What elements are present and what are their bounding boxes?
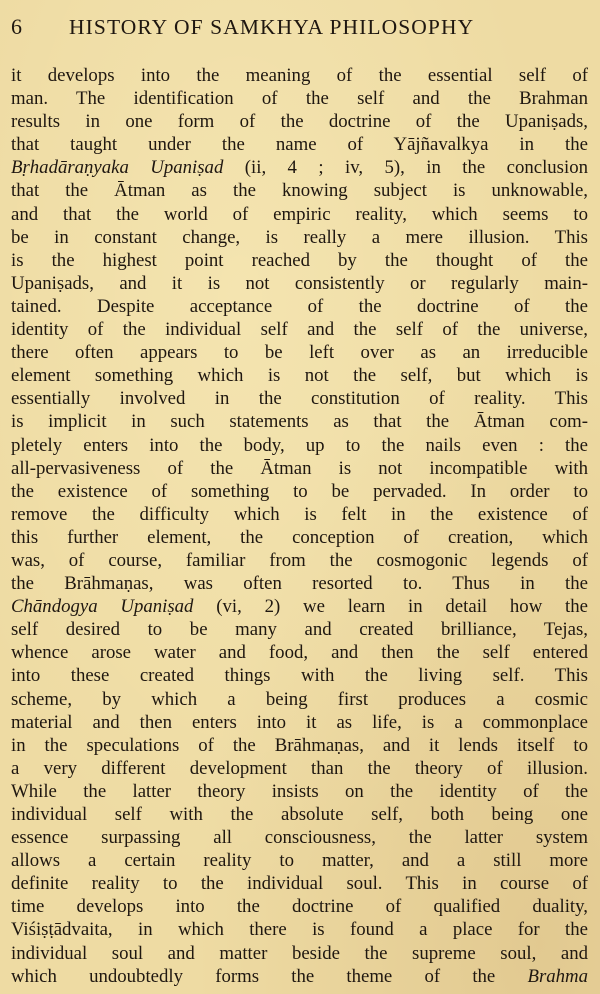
- text-line: [11, 803, 588, 826]
- text-run: which undoubtedly forms the theme of the: [11, 965, 528, 987]
- text-line: [11, 64, 588, 87]
- text-line: [11, 503, 588, 526]
- text-run: time develops into the doctrine of qualified duality,: [11, 896, 588, 918]
- italic-title: Bṛhadāraṇyaka Upaniṣad: [11, 157, 224, 179]
- text-run: allows a certain reality to matter, and a still more: [11, 850, 588, 872]
- text-line: [11, 618, 588, 641]
- text-run: this further element, the conception of creation, which: [11, 526, 588, 548]
- text-line: [11, 133, 588, 156]
- text-line: [11, 480, 588, 503]
- text-line: [11, 364, 588, 387]
- text-line: [11, 457, 588, 480]
- text-line: [11, 387, 588, 410]
- text-run: Upaniṣads, and it is not consistently or regularly main-: [11, 272, 588, 294]
- text-run: the existence of something to be pervaded. In order to: [11, 480, 588, 502]
- text-run: essentially involved in the constitution of reality. This: [11, 388, 588, 410]
- text-line: [11, 526, 588, 549]
- text-line: [11, 664, 588, 687]
- page-number: 6: [11, 14, 23, 39]
- text-run: tained. Despite acceptance of the doctrine of the: [11, 295, 588, 317]
- text-line: [11, 226, 588, 249]
- text-line: [11, 826, 588, 849]
- text-run: there often appears to be left over as an irreducible: [11, 342, 588, 364]
- text-run: that the Ātman as the knowing subject is unknowable,: [11, 180, 588, 202]
- text-line: [11, 849, 588, 872]
- italic-title: Chāndogya Upaniṣad: [11, 596, 194, 618]
- text-line: [11, 156, 588, 179]
- text-run: material and then enters into it as life, is a commonplace: [11, 711, 588, 733]
- text-run: that taught under the name of Yājñavalkya in the: [11, 134, 588, 156]
- text-run: individual self with the absolute self, both being one: [11, 804, 588, 825]
- text-line: [11, 434, 588, 457]
- text-line: [11, 942, 588, 965]
- text-line: [11, 895, 588, 918]
- text-run: man. The identification of the self and the Brahman: [11, 88, 588, 110]
- text-run: all-pervasiveness of the Ātman is not incompatible with: [11, 457, 588, 479]
- text-run: scheme, by which a being first produces a cosmic: [11, 688, 588, 710]
- text-run: remove the difficulty which is felt in the existence of: [11, 503, 588, 525]
- text-line: [11, 549, 588, 572]
- text-line: [11, 272, 588, 295]
- text-run: into these created things with the living self. This: [11, 665, 588, 687]
- text-line: [11, 203, 588, 226]
- text-run: is implicit in such statements as that the Ātman com-: [11, 411, 588, 433]
- text-run: is the highest point reached by the thought of the: [11, 249, 588, 271]
- text-line: [11, 734, 588, 757]
- text-line: [11, 711, 588, 734]
- text-run: essence surpassing all consciousness, the latter system: [11, 827, 588, 849]
- text-run: whence arose water and food, and then the self entered: [11, 642, 588, 664]
- text-line: [11, 572, 588, 595]
- text-run: it develops into the meaning of the essential self of: [11, 65, 588, 86]
- text-line: [11, 410, 588, 433]
- text-line: [11, 341, 588, 364]
- text-run: was, of course, familiar from the cosmogonic legends of: [11, 549, 588, 571]
- running-title: HISTORY OF SAMKHYA PHILOSOPHY: [69, 15, 475, 39]
- text-run: Viśiṣṭādvaita, in which there is found a place for the: [11, 919, 588, 941]
- running-head: [11, 14, 588, 46]
- text-run: pletely enters into the body, up to the nails even : the: [11, 434, 588, 456]
- text-line: [11, 595, 588, 618]
- text-line: [11, 688, 588, 711]
- text-line: [11, 780, 588, 803]
- text-run: (ii, 4 ; iv, 5), in the conclusion: [223, 157, 588, 179]
- text-run: identity of the individual self and the self of the universe,: [11, 319, 588, 341]
- italic-title: Brahma: [527, 965, 588, 987]
- text-line: [11, 110, 588, 133]
- text-line: [11, 249, 588, 272]
- text-line: [11, 872, 588, 895]
- text-run: and that the world of empiric reality, which seems to: [11, 203, 588, 225]
- text-run: self desired to be many and created brilliance, Tejas,: [11, 619, 588, 641]
- text-run: be in constant change, is really a mere illusion. This: [11, 226, 588, 248]
- text-line: [11, 318, 588, 341]
- text-line: [11, 87, 588, 110]
- text-run: a very different development than the theory of illusion.: [11, 757, 588, 779]
- text-line: [11, 641, 588, 664]
- text-run: individual soul and matter beside the supreme soul, and: [11, 942, 588, 964]
- text-run: definite reality to the individual soul. This in course of: [11, 873, 588, 895]
- text-run: While the latter theory insists on the identity of the: [11, 780, 588, 802]
- text-line: [11, 918, 588, 941]
- text-run: element something which is not the self, but which is: [11, 365, 588, 387]
- text-line: [11, 757, 588, 780]
- text-run: in the speculations of the Brāhmaṇas, and it lends itself to: [11, 734, 588, 756]
- body-text: [11, 64, 588, 988]
- text-run: (vi, 2) we learn in detail how the: [193, 596, 588, 618]
- text-line: [11, 179, 588, 202]
- text-line: [11, 295, 588, 318]
- text-line: [11, 965, 588, 988]
- text-run: the Brāhmaṇas, was often resorted to. Thus in the: [11, 573, 588, 595]
- text-run: results in one form of the doctrine of the Upaniṣads,: [11, 111, 588, 133]
